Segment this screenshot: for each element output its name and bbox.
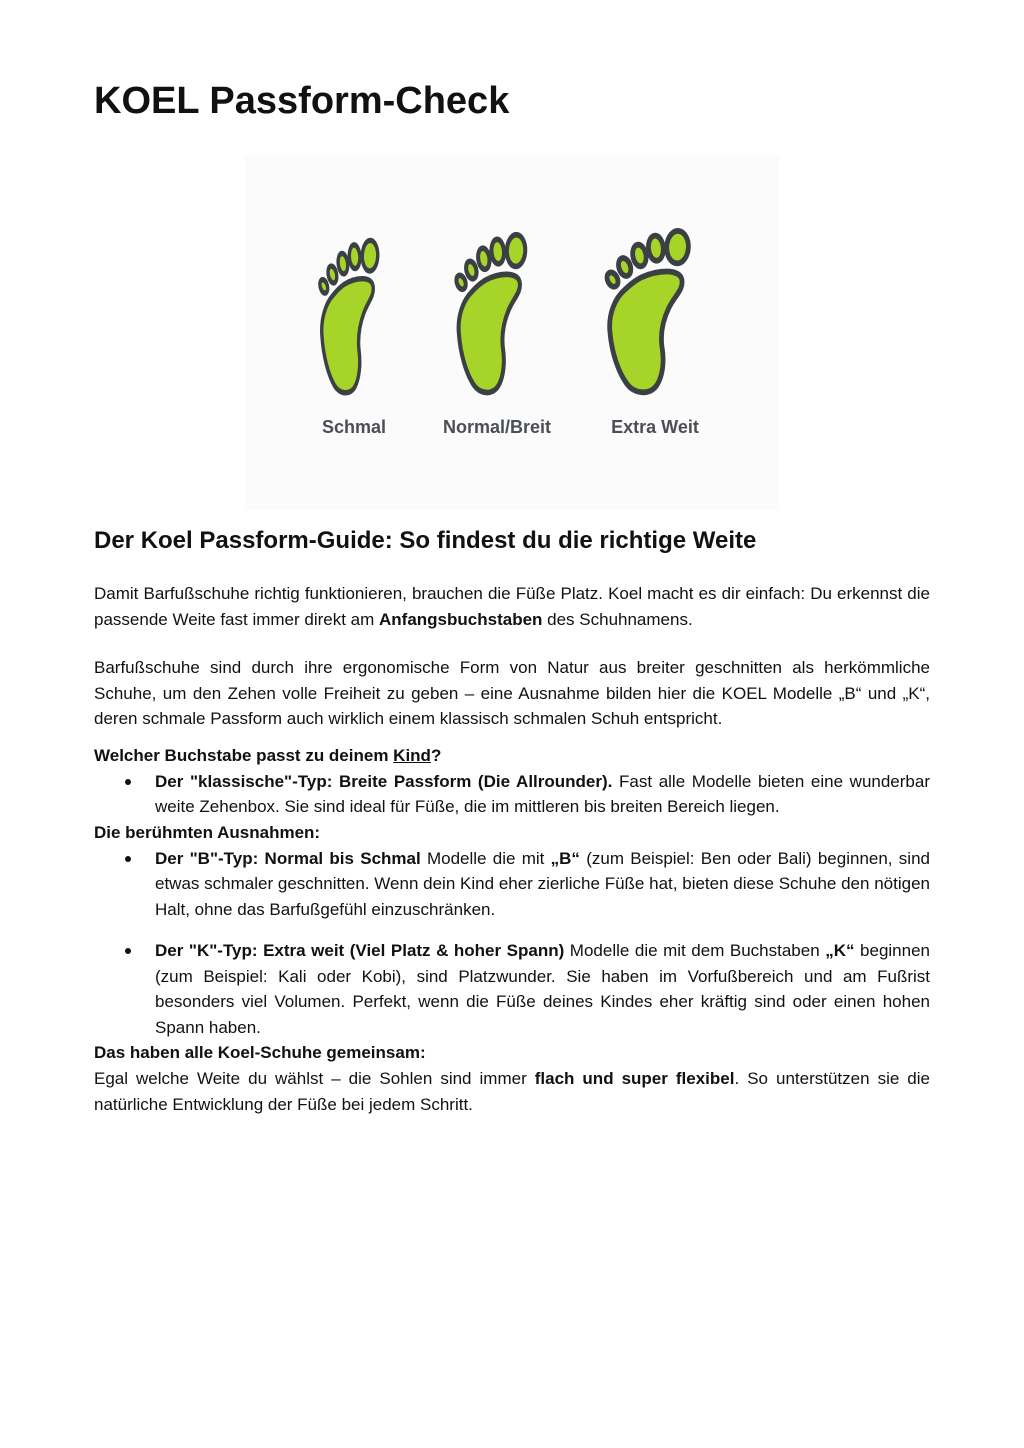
common-heading: Das haben alle Koel-Schuhe gemeinsam: — [94, 1043, 426, 1062]
foot-column-extra-weit — [603, 222, 707, 437]
footprint-schmal-icon — [317, 232, 391, 400]
intro-paragraph: Damit Barfußschuhe richtig funktionieren, brauchen die Füße Platz. Koel macht es dir einfach: Du erkennst die passende Weite fast immer direkt am Anfangsbuchstaben des Schuhnamens. — [94, 584, 930, 629]
foot-label: Schmal — [321, 417, 386, 437]
widths-paragraph: Barfußschuhe sind durch ihre ergonomische Form von Natur aus breiter geschnitten als herkömmliche Schuhe, um den Zehen volle Freiheit zu geben – eine Ausnahme bilden hier die KOEL Modelle „B“ und „K“, deren schmale Passform auch wirklich einem klassisch schmalen Schuh entspricht. — [94, 658, 930, 728]
feet-row — [245, 222, 779, 437]
page-title: KOEL Passform-Check — [94, 80, 510, 122]
footprint-extra-weit-icon — [603, 222, 707, 400]
footprint-normal-breit-icon — [453, 226, 541, 400]
foot-label: Normal/Breit — [442, 417, 552, 437]
outro-paragraph: Egal welche Weite du wählst – die Sohlen sind immer flach und super flexibel. So unterstützen sie die natürliche Entwicklung der Füße bei jedem Schritt. — [94, 1069, 930, 1114]
foot-width-figure — [245, 155, 779, 510]
foot-label: Extra Weit — [611, 417, 699, 437]
list-item-k-type: Der "K"-Typ: Extra weit (Viel Platz & hoher Spann) Modelle die mit dem Buchstaben „K“ beginnen (zum Beispiel: Kali oder Kobi), sind Platzwunder. Sie haben im Vorfußbereich und am Fußrist besonders viel Volumen. Perfekt, wenn die Füße deines Kindes eher kräftig sind oder einen hohen Spann haben. — [155, 938, 930, 1040]
list-item-b-type: Der "B"-Typ: Normal bis Schmal Modelle die mit „B“ (zum Beispiel: Ben oder Bali) beginnen, sind etwas schmaler geschnitten. Wenn dein Kind eher zierliche Füße hat, bieten diese Schuhe den nötigen Halt, ohne das Barfußgefühl einzuschränken. — [155, 846, 930, 923]
foot-column-normal-breit — [443, 226, 551, 437]
classic-type-list — [94, 769, 930, 820]
list-item-classic-type: Der "klassische"-Typ: Breite Passform (Die Allrounder). Fast alle Modelle bieten eine wunderbar weite Zehenbox. Sie sind ideal für Füße, die im mittleren bis breiten Bereich liegen. — [155, 769, 930, 820]
foot-column-schmal — [317, 232, 391, 437]
exceptions-heading: Die berühmten Ausnahmen: — [94, 822, 321, 842]
guide-heading: Der Koel Passform-Guide: So findest du die richtige Weite — [94, 527, 757, 554]
question-heading: Welcher Buchstabe passt zu deinem Kind? — [94, 745, 442, 765]
exceptions-list — [94, 846, 930, 1041]
